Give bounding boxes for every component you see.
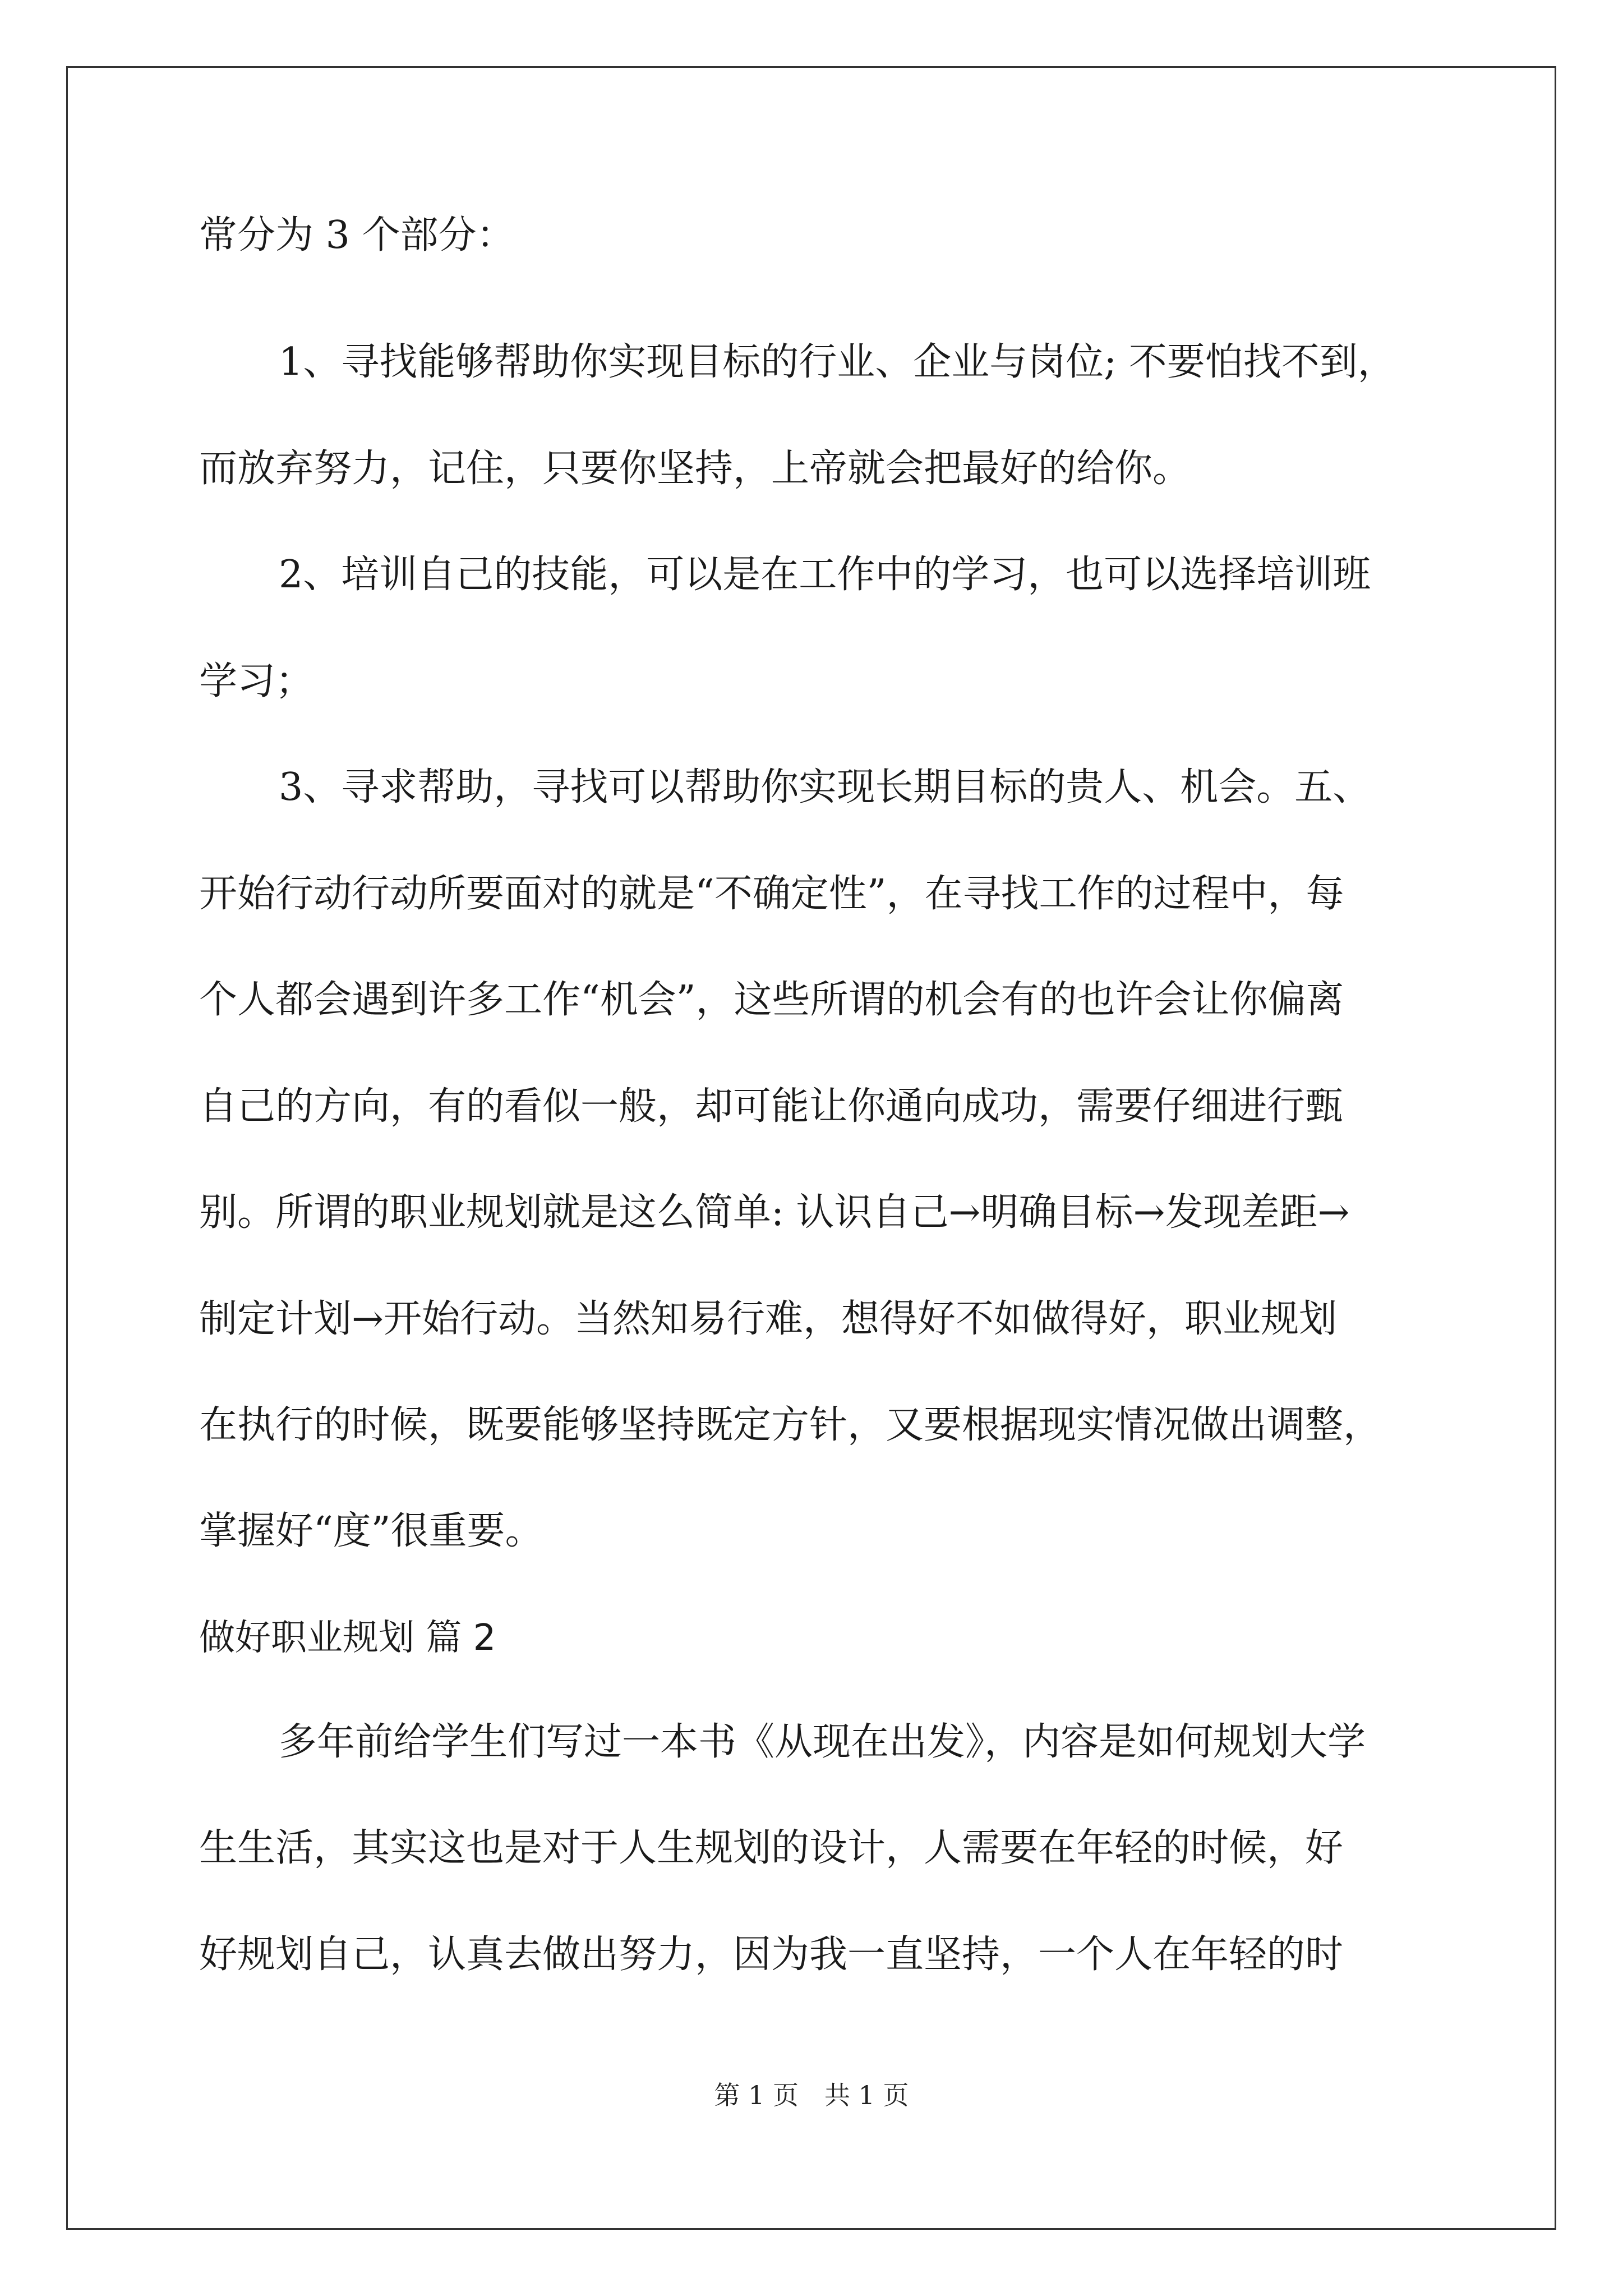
page-border <box>66 66 1556 2230</box>
text-line: 2、培训自己的技能，可以是在工作中的学习，也可以选择培训班 <box>279 553 1371 597</box>
text-line: 个人都会遇到许多工作“机会”，这些所谓的机会有的也许会让你偏离 <box>199 978 1344 1022</box>
text-line: 开始行动行动所要面对的就是“不确定性”，在寻找工作的过程中，每 <box>199 872 1344 916</box>
text-line: 学习； <box>199 659 314 703</box>
text-line: 常分为 3 个部分： <box>199 213 515 257</box>
text-line: 而放弃努力，记住，只要你坚持，上帝就会把最好的给你。 <box>199 447 1191 491</box>
text-line: 1、寻找能够帮助你实现目标的行业、企业与岗位; 不要怕找不到， <box>279 340 1396 384</box>
page-footer: 第 1 页 共 1 页 <box>714 2080 909 2110</box>
section-heading: 做好职业规划 篇 2 <box>199 1617 496 1659</box>
text-line: 在执行的时候，既要能够坚持既定方针，又要根据现实情况做出调整， <box>199 1403 1382 1447</box>
text-line: 生生活，其实这也是对于人生规划的设计，人需要在年轻的时候，好 <box>199 1826 1344 1870</box>
text-line: 3、寻求帮助，寻找可以帮助你实现长期目标的贵人、机会。五、 <box>279 765 1371 809</box>
text-line: 制定计划→开始行动。当然知易行难，想得好不如做得好，职业规划 <box>199 1297 1337 1341</box>
text-line: 好规划自己，认真去做出努力，因为我一直坚持，一个人在年轻的时 <box>199 1932 1344 1977</box>
text-line: 多年前给学生们写过一本书《从现在出发》，内容是如何规划大学 <box>279 1720 1366 1764</box>
text-line: 掌握好“度”很重要。 <box>199 1509 543 1553</box>
text-line: 自己的方向，有的看似一般，却可能让你通向成功，需要仔细进行甄 <box>199 1084 1344 1129</box>
text-line: 别。所谓的职业规划就是这么简单: 认识自己→明确目标→发现差距→ <box>199 1190 1350 1235</box>
